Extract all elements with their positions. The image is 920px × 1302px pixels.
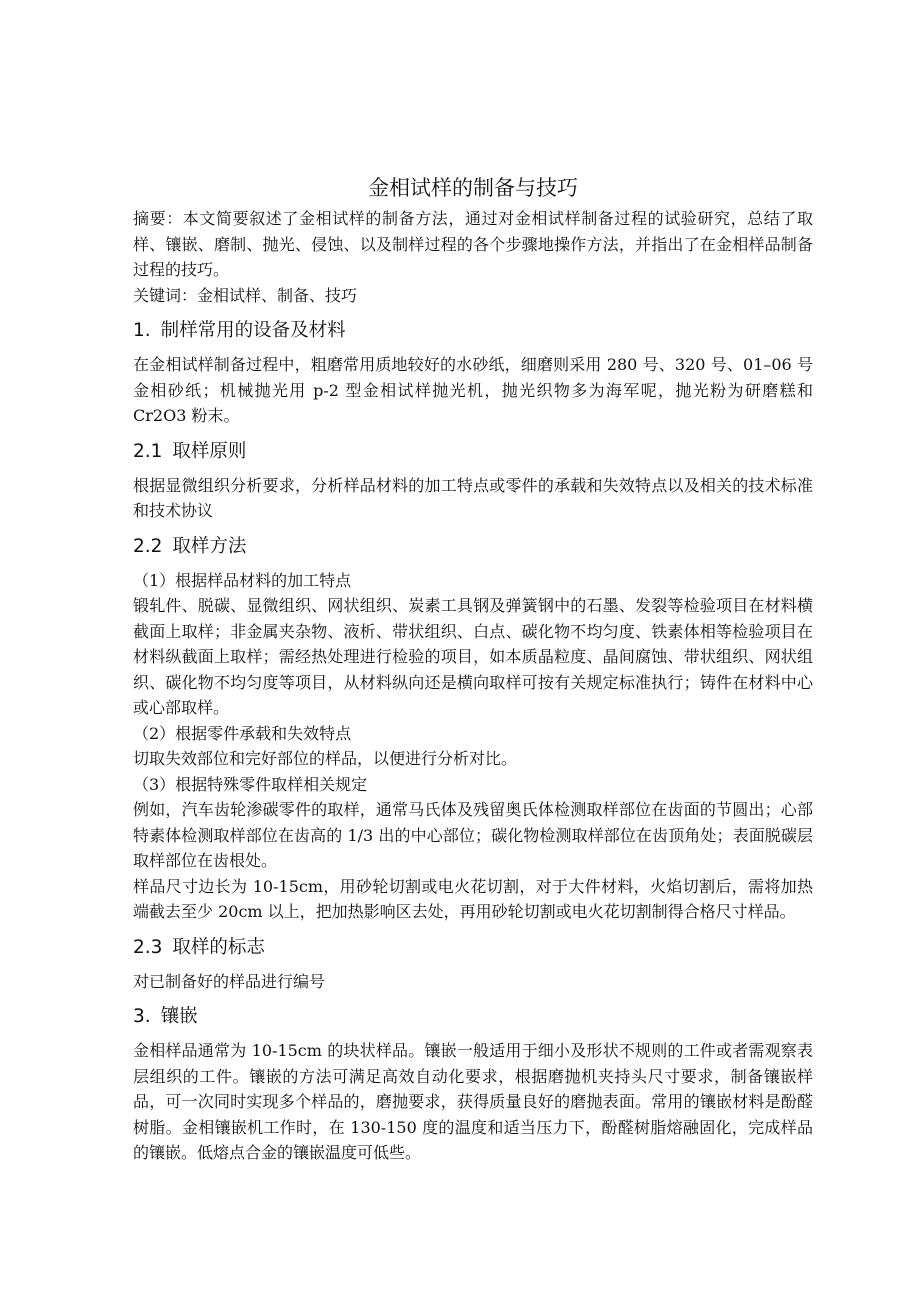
- document-title: 金相试样的制备与技巧: [368, 176, 578, 200]
- section-2-3-title: 取样的标志: [172, 936, 265, 958]
- section-2-2-sub-1: （1）根据样品材料的加工特点: [133, 570, 352, 590]
- section-2-1-title: 取样原则: [172, 440, 247, 462]
- section-2-2-body-3: 例如，汽车齿轮渗碳零件的取样，通常马氏体及残留奥氏体检测取样部位在齿面的节圆出；心部特素体检测取样部位在齿高的 1/3 出的中心部位；碳化物检测取样部位在齿顶角处；表面脱碳层取样部位在齿根处。: [133, 800, 813, 870]
- section-2-1-heading: [133, 438, 813, 466]
- section-3-number: 3.: [133, 1006, 151, 1027]
- section-1-heading: [133, 317, 813, 345]
- section-1-title: 制样常用的设备及材料: [160, 320, 346, 341]
- section-1-number: 1.: [133, 320, 151, 341]
- section-2-2-body-4: 样品尺寸边长为 10-15cm，用砂轮切割或电火花切割，对于大件材料，火焰切割后，需将加热端截去至少 20cm 以上，把加热影响区去处，再用砂轮切割或电火花切割制得合格尺寸样品。: [133, 876, 813, 921]
- section-2-2-sub-2: （2）根据零件承载和失效特点: [133, 723, 352, 743]
- section-2-3-heading: [133, 934, 813, 962]
- keywords: 关键词：金相试样、制备、技巧: [133, 285, 358, 305]
- section-2-3-body: 对已制备好的样品进行编号: [133, 971, 326, 991]
- section-3-title: 镶嵌: [160, 1006, 198, 1027]
- section-2-1-body: 根据显微组织分析要求，分析样品材料的加工特点或零件的承载和失效特点以及相关的技术标准和技术协议: [133, 475, 813, 520]
- document-page: [133, 170, 813, 1166]
- section-2-2-title: 取样方法: [172, 535, 247, 557]
- section-2-2-body-2: 切取失效部位和完好部位的样品，以便进行分析对比。: [133, 749, 518, 768]
- section-2-3-number: 2.3: [133, 936, 163, 958]
- section-2-2-sub-3: （3）根据特殊零件取样相关规定: [133, 774, 368, 794]
- section-1-body: 在金相试样制备过程中，粗磨常用质地较好的水砂纸，细磨则采用 280 号、320 号、01–06 号金相砂纸；机械抛光用 p-2 型金相试样抛光机，抛光织物多为海军呢，抛光粉为研磨糕和 Cr2O3 粉末。: [133, 355, 813, 425]
- abstract: 摘要：本文简要叙述了金相试样的制备方法，通过对金相试样制备过程的试验研究，总结了取样、镶嵌、磨制、抛光、侵蚀、以及制样过程的各个步骤地操作方法，并指出了在金相样品制备过程的技巧。: [133, 209, 813, 279]
- section-2-2-number: 2.2: [133, 535, 163, 557]
- section-3-body: 金相样品通常为 10-15cm 的块状样品。镶嵌一般适用于细小及形状不规则的工件或者需观察表层组织的工件。镶嵌的方法可满足高效自动化要求，根据磨抛机夹持头尺寸要求，制备镶嵌样品，可一次同时实现多个样品的，磨抛要求，获得质量良好的磨抛表面。常用的镶嵌材料是酚醛树脂。金相镶嵌机工作时，在 130-150 度的温度和适当压力下，酚醛树脂熔融固化，完成样品的镶嵌。低熔点合金的镶嵌温度可低些。: [133, 1041, 813, 1162]
- section-3-heading: [133, 1003, 813, 1031]
- section-2-2-heading: [133, 533, 813, 561]
- section-2-2-body-1: 锻轧件、脱碳、显微组织、网状组织、炭素工具钢及弹簧钢中的石墨、发裂等检验项目在材料横截面上取样；非金属夹杂物、液析、带状组织、白点、碳化物不均匀度、铁素体相等检验项目在材料纵截面上取样；需经热处理进行检验的项目，如本质晶粒度、晶间腐蚀、带状组织、网状组织、碳化物不均匀度等项目，从材料纵向还是横向取样可按有关规定标准执行；铸件在材料中心或心部取样。: [133, 596, 813, 717]
- section-2-1-number: 2.1: [133, 440, 163, 462]
